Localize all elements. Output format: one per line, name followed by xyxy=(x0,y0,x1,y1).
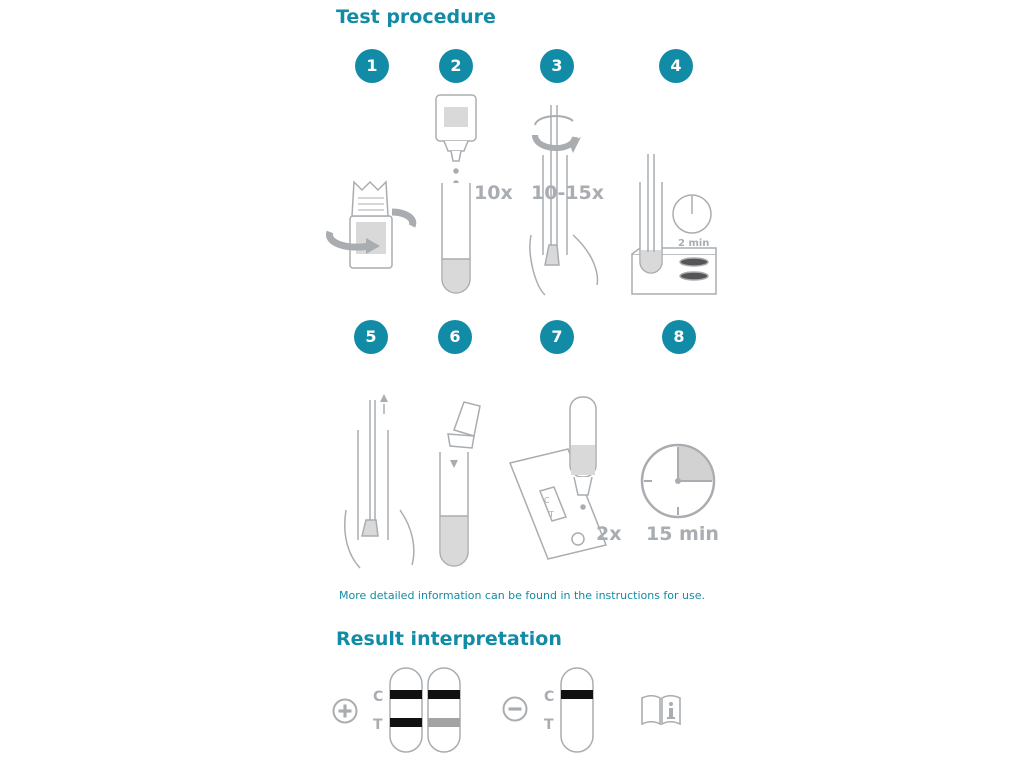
plus-circle-icon xyxy=(332,698,358,724)
step8-wait-label: 15 min xyxy=(646,523,719,545)
negative-control-label: C xyxy=(544,689,555,705)
step5-remove-swab-illustration xyxy=(340,390,420,572)
step-badge-1: 1 xyxy=(355,49,389,83)
step8-clock-icon xyxy=(640,443,716,519)
minus-circle-icon xyxy=(502,696,528,722)
step3-rotations-label: 10-15x xyxy=(531,182,605,204)
step-badge-6: 6 xyxy=(438,320,472,354)
svg-text:T: T xyxy=(549,510,554,519)
step2-buffer-tube-illustration xyxy=(434,93,479,295)
step-badge-2: 2 xyxy=(439,49,473,83)
test-procedure-title: Test procedure xyxy=(336,6,496,28)
negative-test-label: T xyxy=(544,717,554,733)
result-interpretation-title: Result interpretation xyxy=(336,628,562,650)
positive-control-label: C xyxy=(373,689,384,705)
positive-strip-strong xyxy=(389,667,423,753)
step-badge-5: 5 xyxy=(354,320,388,354)
step7-drops-label: 2x xyxy=(596,523,622,545)
instructions-note: More detailed information can be found in the instructions for use. xyxy=(339,589,706,602)
negative-strip xyxy=(560,667,594,753)
positive-test-label: T xyxy=(373,717,383,733)
info-book-icon xyxy=(640,694,682,726)
svg-text:C: C xyxy=(544,496,550,505)
step-badge-3: 3 xyxy=(540,49,574,83)
step2-drops-label: 10x xyxy=(474,182,513,204)
step4-stand-timer-illustration xyxy=(630,152,720,296)
step-badge-7: 7 xyxy=(540,320,574,354)
positive-strip-faint xyxy=(427,667,461,753)
step4-wait-label: 2 min xyxy=(678,238,710,249)
step1-open-package-illustration xyxy=(326,176,416,272)
step-badge-4: 4 xyxy=(659,49,693,83)
step-badge-8: 8 xyxy=(662,320,696,354)
step6-dropper-cap-illustration xyxy=(434,392,494,570)
